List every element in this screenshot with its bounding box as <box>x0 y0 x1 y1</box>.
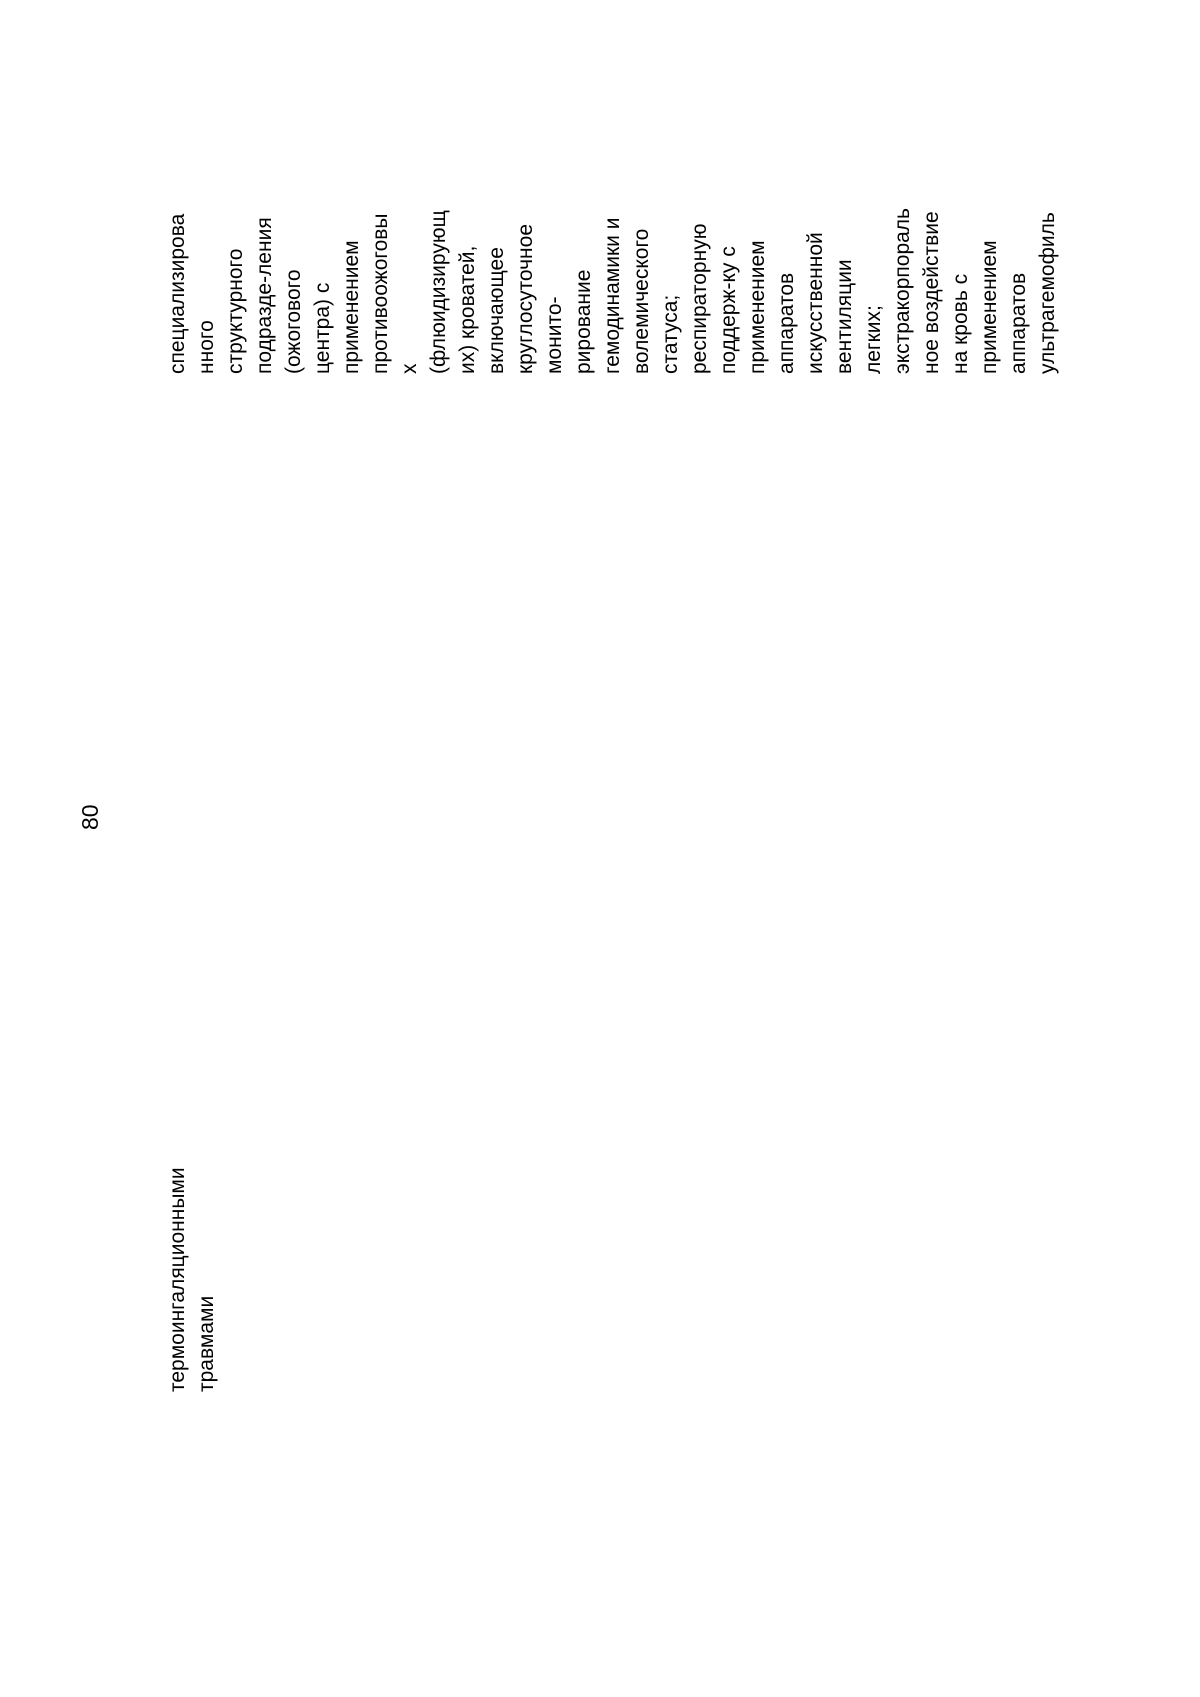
cell-line: гемодинамики и <box>601 217 624 374</box>
cell-line: легких; <box>862 305 885 374</box>
cell-line: вентиляции <box>833 259 856 374</box>
cell-line: противоожоговы <box>369 213 392 374</box>
cell-line: применением <box>340 240 363 374</box>
cell-line: центра) с <box>311 282 334 374</box>
cell-line: экстракорпораль <box>891 207 914 374</box>
cell-line: (флюидизирующ <box>427 210 450 374</box>
cell-line: их) кроватей, <box>456 245 479 374</box>
cell-line: х <box>398 363 421 374</box>
cell-line: ное воздействие <box>920 211 943 374</box>
cell-line: включающее <box>485 247 508 374</box>
cell-line: круглосуточное <box>514 224 537 374</box>
cell-line: рирование <box>572 269 595 374</box>
cell-line: статуса; <box>659 294 682 374</box>
table-cell-treatment <box>163 208 1062 374</box>
cell-line: респираторную <box>688 223 711 374</box>
cell-line: волемического <box>630 228 653 374</box>
cell-line: на кровь с <box>949 273 972 374</box>
cell-line: ультрагемофиль <box>1036 212 1059 374</box>
cell-line: травмами <box>195 1295 218 1392</box>
cell-line: применением <box>746 240 769 374</box>
cell-line: структурного <box>224 248 247 374</box>
cell-line: термоингаляционными <box>166 1167 189 1392</box>
cell-line: аппаратов <box>775 272 798 374</box>
cell-line: применением <box>978 240 1001 374</box>
cell-line: подразде-ления <box>253 217 276 374</box>
cell-line: нного <box>195 320 218 374</box>
cell-line: искусственной <box>804 232 827 374</box>
cell-line: поддерж-ку с <box>717 246 740 374</box>
cell-line: аппаратов <box>1007 272 1030 374</box>
page-number: 80 <box>77 804 103 830</box>
table-cell-condition <box>163 1167 221 1392</box>
cell-line: специализирова <box>166 213 189 374</box>
cell-line: монито- <box>543 296 566 374</box>
cell-line: (ожогового <box>282 269 305 374</box>
